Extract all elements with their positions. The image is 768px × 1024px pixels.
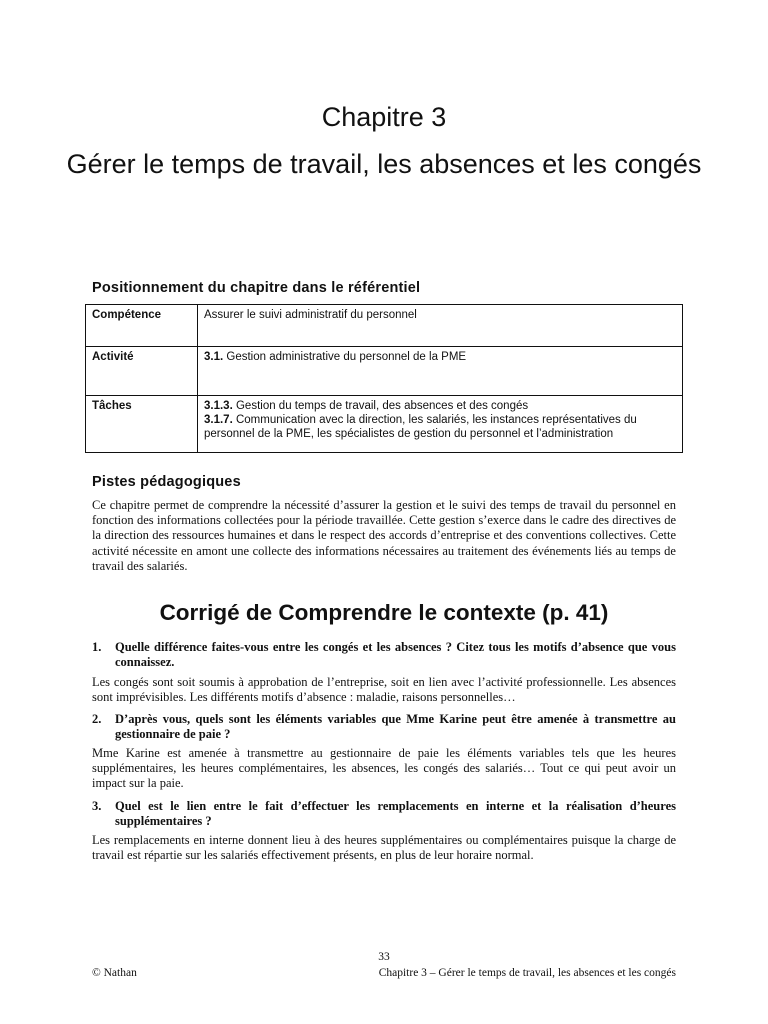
question-2 [92,712,676,742]
question-number: 3. [92,799,102,813]
table-row-taches [86,396,683,453]
question-3 [92,799,676,829]
task-code: 3.1.7. [204,414,233,426]
activite-value [198,347,683,396]
task-item [204,399,676,413]
chapter-title: Gérer le temps de travail, les absences et les congés [66,149,702,179]
competence-label: Compétence [86,305,198,347]
footer-running-title: Chapitre 3 – Gérer le temps de travail, les absences et les congés [378,967,676,979]
competence-value: Assurer le suivi administratif du personnel [198,305,683,347]
question-number: 1. [92,640,102,654]
answer-2: Mme Karine est amenée à transmettre au gestionnaire de paie les éléments variables tels que les heures supplémentaires, les heures complémentaires, les absences, les congés des salariés… Tout ce qui peut avoir un impact sur la paie. [92,746,676,791]
taches-label: Tâches [86,396,198,453]
activite-text: Gestion administrative du personnel de la PME [223,351,467,363]
task-item [204,413,676,441]
footer-publisher: © Nathan [92,967,137,979]
task-text: Gestion du temps de travail, des absences et des congés [232,400,529,412]
activite-label: Activité [86,347,198,396]
taches-value [198,396,683,453]
activite-code: 3.1. [204,351,224,363]
chapter-number: Chapitre 3 [321,102,447,132]
question-text: D’après vous, quels sont les éléments variables que Mme Karine peut être amenée à transmettre au gestionnaire de paie ? [115,712,676,742]
task-text: Communication avec la direction, les salariés, les instances représentatives du personnel de la PME, les spécialistes de gestion du personnel et l’administration [204,414,637,440]
corrige-heading: Corrigé de Comprendre le contexte (p. 41) [159,600,609,625]
question-text: Quelle différence faites-vous entre les congés et les absences ? Citez tous les motifs d’absence que vous connaissez. [115,640,676,670]
page-number: 33 [378,951,390,963]
table-row-activite [86,347,683,396]
referential-table [85,304,683,453]
pistes-paragraph: Ce chapitre permet de comprendre la nécessité d’assurer la gestion et le suivi des temps de travail du personnel en fonction des informations collectées pour la période travaillée. Cette gestion s’exerce dans le cadre des directives de la direction des ressources humaines et dans le respect des accords d’entreprise et des conventions collectives. Cette activité nécessite en amont une collecte des informations nécessaires au traitement des événements liés au temps de travail des salariés. [92,498,676,573]
question-number: 2. [92,712,102,726]
pistes-heading: Pistes pédagogiques [92,474,241,490]
answer-3: Les remplacements en interne donnent lieu à des heures supplémentaires ou complémentaires puisque la charge de travail est répartie sur les salariés effectivement présents, en plus de leur horaire normal. [92,833,676,863]
answer-1: Les congés sont soit soumis à approbation de l’entreprise, soit en lien avec l’activité professionnelle. Les absences sont imprévisibles. Les différents motifs d’absence : maladie, raisons personnelles… [92,675,676,705]
positioning-heading: Positionnement du chapitre dans le référentiel [92,280,421,296]
table-row-competence [86,305,683,347]
question-text: Quel est le lien entre le fait d’effectuer les remplacements en interne et la réalisation d’heures supplémentaires ? [115,799,676,829]
task-code: 3.1.3. [204,400,233,412]
question-1 [92,640,676,670]
